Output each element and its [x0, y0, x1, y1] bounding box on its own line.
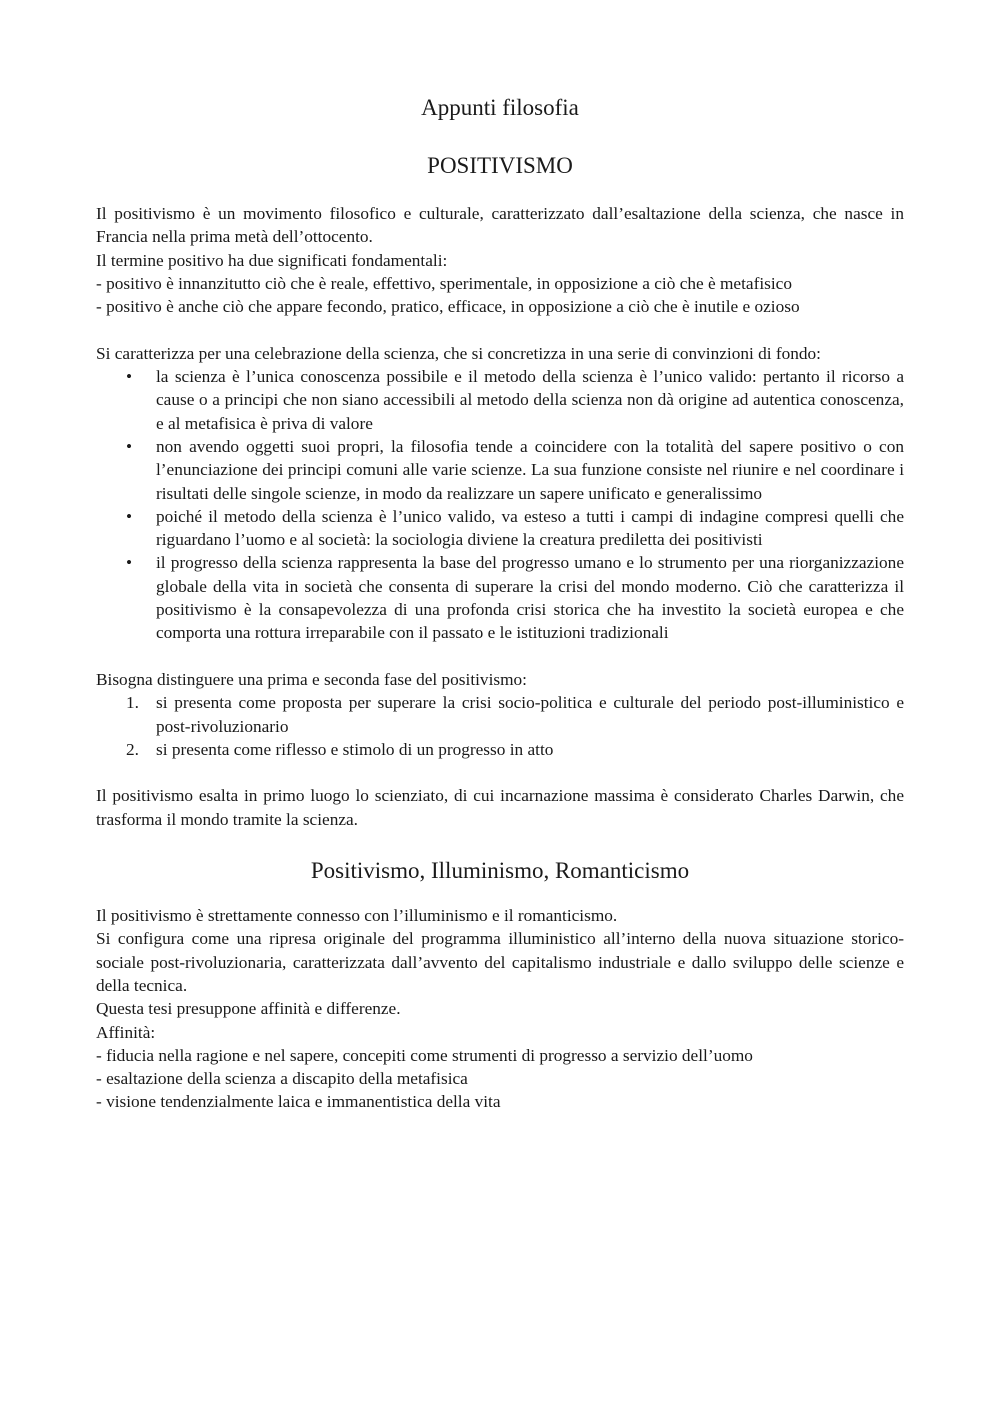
section-heading-positivismo: POSITIVISMO — [427, 153, 573, 178]
convictions-list — [96, 365, 904, 645]
section2-paragraph-1: Il positivismo è strettamente connesso con l’illuminismo e il romanticismo. — [96, 906, 618, 926]
phases-list — [96, 691, 904, 761]
bullet-marker: • — [126, 436, 133, 456]
affinity-item-3: - visione tendenzialmente laica e immanentistica della vita — [96, 1092, 501, 1112]
affinity-item-2: - esaltazione della scienza a discapito della metafisica — [96, 1069, 468, 1089]
list-item-text: si presenta come riflesso e stimolo di un progresso in atto — [156, 739, 554, 759]
meaning-dash-1: - positivo è innanzitutto ciò che è reale, effettivo, sperimentale, in opposizione a ciò che è metafisico — [96, 273, 792, 293]
affinity-item-1: - fiducia nella ragione e nel sapere, concepiti come strumenti di progresso a servizio dell’uomo — [96, 1045, 753, 1065]
phases-intro: Bisogna distinguere una prima e seconda fase del positivismo: — [96, 669, 527, 689]
list-item — [96, 738, 904, 761]
list-item-text: il progresso della scienza rappresenta la base del progresso umano e lo strumento per una riorganizzazione globale della vita in società che consenta di superare la crisi del mondo moderno. Ciò che caratterizza il positivismo è la consapevolezza di una profonda crisi storica che ha investito la società europea e che comporta una rottura irreparabile con il passato e le istituzioni tradizionali — [156, 553, 904, 643]
darwin-paragraph: Il positivismo esalta in primo luogo lo scienziato, di cui incarnazione massima è considerato Charles Darwin, che trasforma il mondo tramite la scienza. — [96, 786, 904, 829]
list-item — [96, 435, 904, 505]
section2-paragraph-2: Si configura come una ripresa originale del programma illuministico all’interno della nuova situazione storico-sociale post-rivoluzionaria, caratterizzata dall’avvento del capitalismo industriale e dallo sviluppo delle scienze e della tecnica. — [96, 929, 904, 995]
list-item — [96, 365, 904, 435]
list-number: 1. — [126, 693, 139, 713]
bullet-marker: • — [126, 553, 133, 573]
list-item — [96, 505, 904, 552]
affinity-label: Affinità: — [96, 1022, 156, 1042]
list-item-text: la scienza è l’unica conoscenza possibile e il metodo della scienza è l’unico valido: pertanto il ricorso a cause o a principi che non siano accessibili al metodo della scienza non dà origine ad autentica conoscenza, e al metafisica è priva di valore — [156, 367, 904, 433]
bullet-marker: • — [126, 506, 133, 526]
bullet-marker: • — [126, 367, 133, 387]
list-item-text: si presenta come proposta per superare la crisi socio-politica e culturale del periodo post-illuministico e post-rivoluzionario — [156, 693, 904, 736]
section-heading-positivismo-illuminismo-romanticismo: Positivismo, Illuminismo, Romanticismo — [310, 858, 690, 884]
meaning-dash-2: - positivo è anche ciò che appare fecondo, pratico, efficace, in opposizione a ciò che è inutile e ozioso — [96, 297, 800, 317]
document-title: Appunti filosofia — [421, 95, 579, 120]
intro-paragraph: Il positivismo è un movimento filosofico e culturale, caratterizzato dall’esaltazione della scienza, che nasce in Francia nella prima metà dell’ottocento. — [96, 204, 904, 247]
list-number: 2. — [126, 739, 139, 759]
meanings-intro: Il termine positivo ha due significati fondamentali: — [96, 250, 448, 270]
section2-paragraph-3: Questa tesi presuppone affinità e differenze. — [96, 999, 401, 1019]
list-item-text: non avendo oggetti suoi propri, la filosofia tende a coincidere con la totalità del sapere positivo o con l’enunciazione dei principi comuni alle varie scienze. La sua funzione consiste nel riunire e nel coordinare i risultati delle singole scienze, in modo da realizzare un sapere unificato e generalissimo — [156, 436, 904, 503]
list-item — [96, 551, 904, 644]
celebration-intro: Si caratterizza per una celebrazione della scienza, che si concretizza in una serie di convinzioni di fondo: — [96, 343, 821, 363]
list-item — [96, 691, 904, 738]
list-item-text: poiché il metodo della scienza è l’unico valido, va esteso a tutti i campi di indagine compresi quelli che riguardano l’uomo e al società: la sociologia diviene la creatura prediletta dei positivisti — [156, 506, 904, 550]
